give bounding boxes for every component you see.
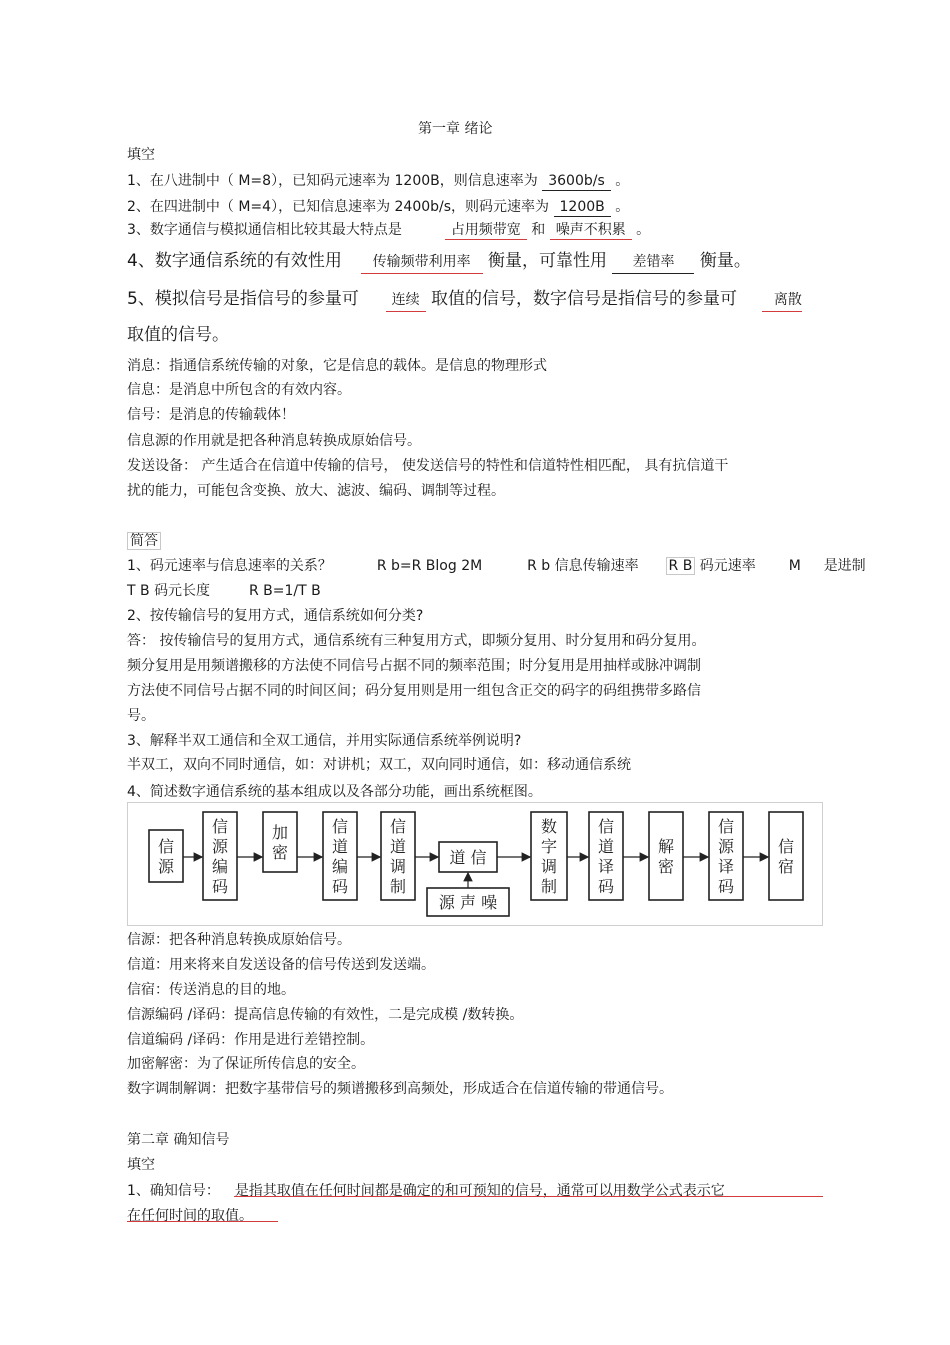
chapter-2-q1-underline bbox=[234, 1196, 823, 1197]
fill-q3 bbox=[127, 221, 650, 240]
block-source-encoder-label: 编 bbox=[211, 857, 229, 876]
short-q1-formula: R b=R Blog 2M bbox=[376, 558, 483, 574]
fill-q4-answer-1: 传输频带利用率 bbox=[361, 251, 483, 274]
system-block-diagram bbox=[127, 802, 823, 926]
chapter-2-q1-underline-2 bbox=[127, 1221, 278, 1222]
chapter-2-q1-text: 1、确知信号： bbox=[127, 1183, 225, 1199]
fill-q1-answer: 3600b/s bbox=[542, 172, 611, 191]
fill-q2-text: 2、在四进制中（ M=4），已知信息速率为 2400b/s，则码元速率为 bbox=[127, 199, 550, 215]
short-q1 bbox=[127, 557, 866, 575]
fill-q3-end: 。 bbox=[636, 222, 651, 238]
block-channel-encoder-label: 道 bbox=[331, 837, 349, 856]
chapter-2-q1-answer: 是指其取值在任何时间都是确定的和可预知的信号，通常可以用数学公式表示它 bbox=[234, 1183, 725, 1199]
fill-q2 bbox=[127, 198, 629, 217]
chapter-2-q1-answer-cont: 在任何时间的取值。 bbox=[127, 1208, 253, 1224]
definition-transmitter-cont: 扰的能力，可能包含变换、放大、滤波、编码、调制等过程。 bbox=[127, 483, 505, 499]
fill-q2-end: 。 bbox=[615, 199, 630, 215]
block-sink-label: 宿 bbox=[777, 857, 795, 876]
block-channel-decoder-label: 信 bbox=[597, 817, 615, 836]
definition-signal: 信号：是消息的传输载体！ bbox=[127, 407, 295, 423]
fill-q5-answer-2: 离散 bbox=[762, 289, 802, 312]
block-sink bbox=[769, 812, 803, 900]
fill-q3-answer-1: 占用频带宽 bbox=[445, 221, 527, 240]
fill-q5-mid: 取值的信号，数字信号是指信号的参量可 bbox=[431, 289, 738, 309]
short-q1-formula-2: R B=1/T B bbox=[248, 583, 321, 599]
short-q1-rb-desc: 信息传输速率 bbox=[554, 558, 639, 574]
function-modulation: 数字调制解调：把数字基带信号的频谱搬移到高频处，形成适合在信道传输的带通信号。 bbox=[127, 1081, 673, 1097]
short-q2-answer-3: 方法使不同信号占据不同的时间区间；码分复用则是用一组包含正交的码字的码组携带多路信 bbox=[127, 683, 701, 699]
block-channel-modulator-label: 信 bbox=[389, 817, 407, 836]
short-q1-m-desc: 是进制 bbox=[823, 558, 866, 574]
short-q1-tb-desc: 码元长度 bbox=[154, 583, 211, 599]
function-channel: 信道：用来将来自发送设备的信号传送到发送端。 bbox=[127, 957, 435, 973]
block-digital-modulator-label: 制 bbox=[540, 877, 558, 896]
short-q2-answer-1: 答： 按传输信号的复用方式，通信系统有三种复用方式，即频分复用、时分复用和码分复用。 bbox=[127, 633, 706, 649]
fill-heading: 填空 bbox=[127, 147, 155, 163]
short-q1-line2 bbox=[127, 582, 321, 600]
definition-message: 消息：指通信系统传输的对象，它是信息的载体。是信息的物理形式 bbox=[127, 358, 547, 374]
fill-q3-answer-2: 噪声不积累 bbox=[550, 221, 632, 240]
fill-q2-answer: 1200B bbox=[554, 198, 611, 217]
short-q3-question: 3、解释半双工通信和全双工通信，并用实际通信系统举例说明? bbox=[127, 733, 522, 749]
block-source-decoder-label: 译 bbox=[717, 857, 735, 876]
block-source-decoder-label: 源 bbox=[717, 837, 735, 856]
fill-q5-text: 5、模拟信号是指信号的参量可 bbox=[127, 289, 359, 309]
fill-q4-mid: 衡量，可靠性用 bbox=[488, 251, 608, 271]
function-sink: 信宿：传送消息的目的地。 bbox=[127, 982, 295, 998]
short-q3-answer: 半双工，双向不同时通信，如：对讲机；双工，双向同时通信，如：移动通信系统 bbox=[127, 757, 631, 773]
short-q1-rb: R b bbox=[527, 558, 551, 574]
block-digital-modulator-label: 调 bbox=[540, 857, 558, 876]
function-source-coding: 信源编码 /译码：提高信息传输的有效性，二是完成模 /数转换。 bbox=[127, 1007, 524, 1023]
definition-source: 信息源的作用就是把各种消息转换成原始信号。 bbox=[127, 433, 421, 449]
block-decryption bbox=[649, 812, 683, 900]
definition-transmitter: 发送设备： 产生适合在信道中传输的信号， 使发送信号的特性和信道特性相匹配， 具有抗信道干 bbox=[127, 458, 729, 474]
fill-q4-end: 衡量。 bbox=[699, 251, 751, 271]
short-q1-tb: T B bbox=[127, 583, 150, 599]
block-channel-decoder-label: 道 bbox=[597, 837, 615, 856]
block-source-decoder-label: 码 bbox=[717, 877, 735, 896]
short-q1-m: M bbox=[788, 558, 801, 574]
fill-q1-text: 1、在八进制中（ M=8），已知码元速率为 1200B，则信息速率为 bbox=[127, 173, 538, 189]
block-decryption-label: 密 bbox=[657, 857, 675, 876]
block-channel-decoder-label: 码 bbox=[597, 877, 615, 896]
fill-q4-text: 4、数字通信系统的有效性用 bbox=[127, 251, 342, 271]
block-source-label: 信 bbox=[157, 837, 175, 856]
fill-q1-end: 。 bbox=[615, 173, 630, 189]
function-encryption: 加密解密：为了保证所传信息的安全。 bbox=[127, 1056, 365, 1072]
fill-q1 bbox=[127, 172, 629, 191]
fill-q5-continuation: 取值的信号。 bbox=[127, 325, 229, 345]
short-q4-question: 4、简述数字通信系统的基本组成以及各部分功能，画出系统框图。 bbox=[127, 784, 542, 800]
fill-q3-text: 3、数字通信与模拟通信相比较其最大特点是 bbox=[127, 222, 402, 238]
block-source-decoder-label: 信 bbox=[717, 817, 735, 836]
block-source-label: 源 bbox=[157, 857, 175, 876]
definition-information: 信息：是消息中所包含的有效内容。 bbox=[127, 382, 351, 398]
block-source-encoder-label: 信 bbox=[211, 817, 229, 836]
short-q2-answer-2: 频分复用是用频谱搬移的方法使不同信号占据不同的频率范围；时分复用是用抽样或脉冲调制 bbox=[127, 658, 701, 674]
block-channel-encoder-label: 码 bbox=[331, 877, 349, 896]
short-q2-answer-4: 号。 bbox=[127, 708, 155, 724]
block-source-encoder-label: 源 bbox=[211, 837, 229, 856]
block-digital-modulator-label: 字 bbox=[540, 837, 558, 856]
short-q1-question: 1、码元速率与信息速率的关系？ bbox=[127, 558, 332, 574]
block-decryption-label: 解 bbox=[657, 837, 675, 856]
block-encryption bbox=[263, 812, 297, 872]
short-q1-rB: R B bbox=[666, 557, 696, 575]
block-channel-encoder-label: 信 bbox=[331, 817, 349, 836]
block-channel-modulator-label: 道 bbox=[389, 837, 407, 856]
chapter-1-title: 第一章 绪论 bbox=[418, 121, 493, 137]
short-q1-rB-desc: 码元速率 bbox=[699, 558, 756, 574]
fill-q4-answer-2: 差错率 bbox=[612, 251, 694, 274]
fill-q3-and: 和 bbox=[531, 222, 546, 238]
block-channel-modulator-label: 制 bbox=[389, 877, 407, 896]
block-channel-encoder-label: 编 bbox=[331, 857, 349, 876]
block-channel-decoder-label: 译 bbox=[597, 857, 615, 876]
chapter-2-title: 第二章 确知信号 bbox=[127, 1132, 230, 1148]
short-answer-heading-text: 简答 bbox=[127, 532, 161, 550]
block-encryption-label: 密 bbox=[271, 843, 289, 862]
fill-q5-answer-1: 连续 bbox=[386, 289, 426, 312]
chapter-2-q1 bbox=[127, 1182, 725, 1200]
block-sink-label: 信 bbox=[777, 837, 795, 856]
short-answer-heading bbox=[127, 532, 161, 550]
block-channel-modulator-label: 调 bbox=[389, 857, 407, 876]
block-digital-modulator-label: 数 bbox=[540, 817, 558, 836]
short-q2-question: 2、按传输信号的复用方式，通信系统如何分类? bbox=[127, 608, 424, 624]
fill-q5 bbox=[127, 288, 802, 312]
block-source-encoder-label: 码 bbox=[211, 877, 229, 896]
block-noise-source-label: 源 声 噪 bbox=[438, 893, 498, 912]
function-channel-coding: 信道编码 /译码：作用是进行差错控制。 bbox=[127, 1032, 375, 1048]
chapter-2-fill-heading: 填空 bbox=[127, 1157, 155, 1173]
block-channel-label: 道 信 bbox=[449, 848, 487, 867]
function-source: 信源：把各种消息转换成原始信号。 bbox=[127, 932, 351, 948]
fill-q4 bbox=[127, 250, 751, 274]
block-encryption-label: 加 bbox=[271, 823, 289, 842]
